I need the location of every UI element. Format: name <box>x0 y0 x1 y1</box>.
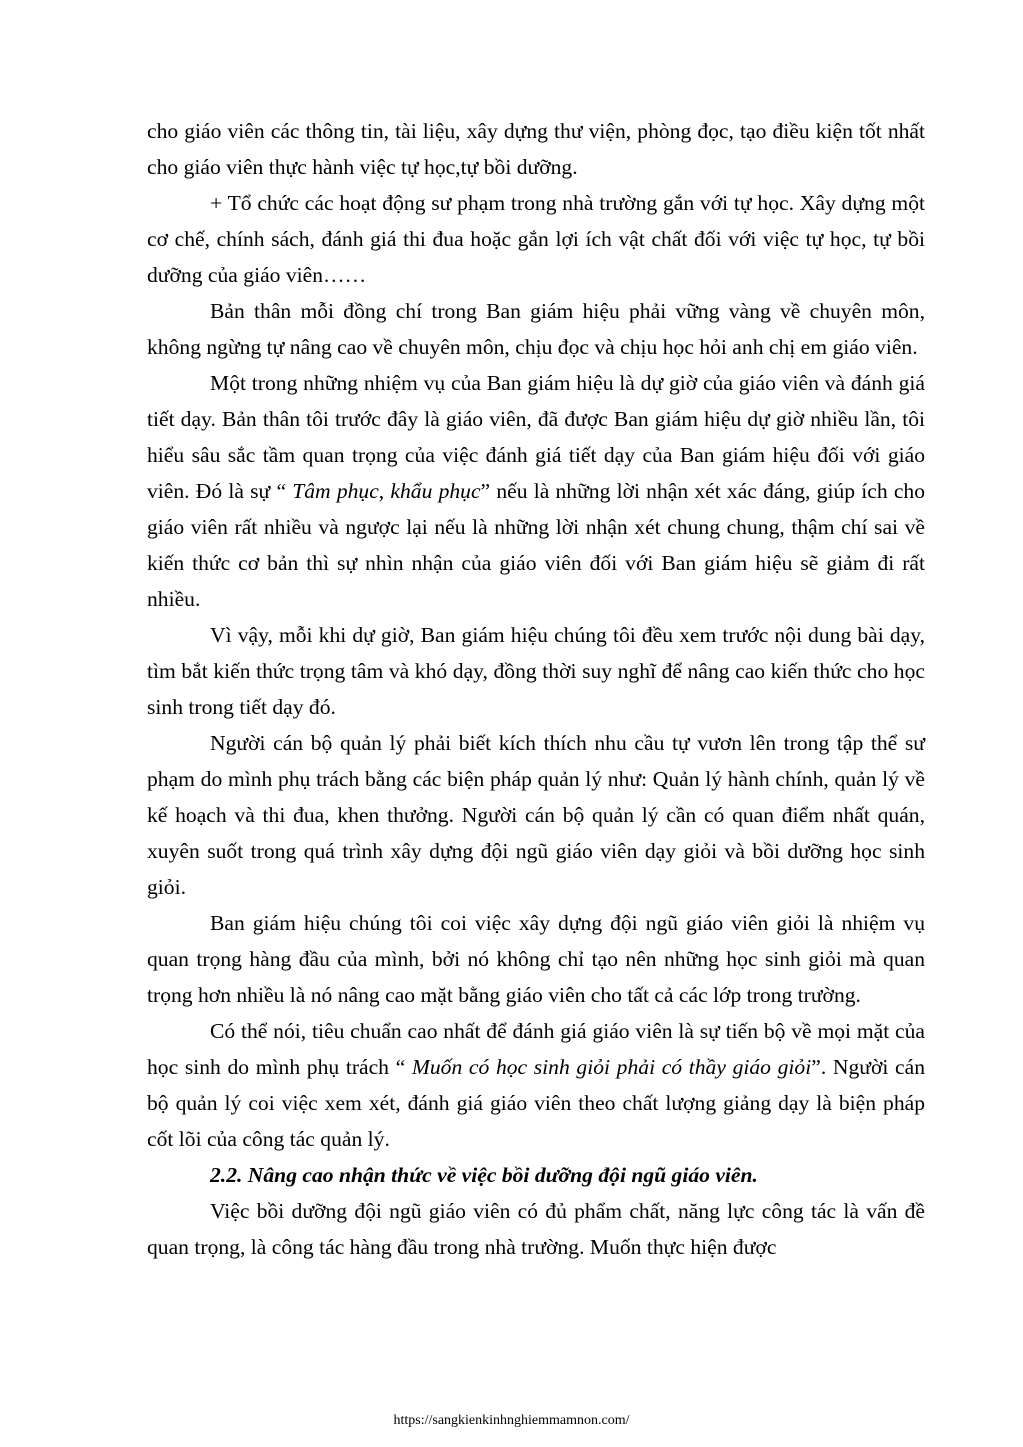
paragraph-text: Một trong những nhiệm vụ của Ban giám hiệu là dự giờ của giáo viên và đánh giá tiết dạy. Bản thân tôi trước đây là giáo viên, đã được Ban giám hiệu dự giờ nhiều lần, tôi hiểu sâu sắc tầm quan trọng của việc đánh giá tiết dạy của Ban giám hiệu đối với giáo viên. Đó là sự “ <box>147 371 925 503</box>
paragraph-teacher-training: Việc bồi dưỡng đội ngũ giáo viên có đủ phẩm chất, năng lực công tác là vấn đề quan trọng, là công tác hàng đầu trong nhà trường. Muốn thực hiện được <box>147 1199 925 1259</box>
paragraph-continuation: cho giáo viên các thông tin, tài liệu, xây dựng thư viện, phòng đọc, tạo điều kiện tốt nhất cho giáo viên thực hành việc tự học,tự bồi dưỡng. <box>147 119 925 179</box>
paragraph-organize-activities: + Tổ chức các hoạt động sư phạm trong nhà trường gắn với tự học. Xây dựng một cơ chế, chính sách, đánh giá thi đua hoặc gắn lợi ích vật chất đối với việc tự học, tự bồi dưỡng của giáo viên…… <box>147 191 925 287</box>
italic-quote: Muốn có học sinh giỏi phải có thầy giáo giỏi <box>411 1055 812 1079</box>
section-heading: 2.2. Nâng cao nhận thức về việc bồi dưỡng đội ngũ giáo viên. <box>210 1163 758 1187</box>
paragraph-evaluation-standard <box>147 1013 925 1157</box>
italic-quote: Tâm phục, khẩu phục <box>292 479 481 503</box>
paragraph-preparation: Vì vậy, mỗi khi dự giờ, Ban giám hiệu chúng tôi đều xem trước nội dung bài dạy, tìm bắt kiến thức trọng tâm và khó dạy, đồng thời suy nghĩ để nâng cao kiến thức cho học sinh trong tiết dạy đó. <box>147 623 925 719</box>
footer-url: https://sangkienkinhnghiemmamnon.com/ <box>393 1413 630 1428</box>
paragraph-manager-motivation: Người cán bộ quản lý phải biết kích thích nhu cầu tự vươn lên trong tập thể sư phạm do mình phụ trách bằng các biện pháp quản lý như: Quản lý hành chính, quản lý về kế hoạch và thi đua, khen thưởng. Người cán bộ quản lý cần có quan điểm nhất quán, xuyên suốt trong quá trình xây dựng đội ngũ giáo viên dạy giỏi và bồi dưỡng học sinh giỏi. <box>147 731 925 899</box>
document-body <box>147 113 925 1265</box>
paragraph-text: ” nếu là những lời nhận xét xác đáng, giúp ích cho giáo viên rất nhiều và ngược lại nếu là những lời nhận xét chung chung, thậm chí sai về kiến thức cơ bản thì sự nhìn nhận của giáo viên đối với Ban giám hiệu sẽ giảm đi rất nhiều. <box>147 479 925 611</box>
paragraph-good-teachers: Ban giám hiệu chúng tôi coi việc xây dựng đội ngũ giáo viên giỏi là nhiệm vụ quan trọng hàng đầu của mình, bởi nó không chỉ tạo nên những học sinh giỏi mà quan trọng hơn nhiều là nó nâng cao mặt bằng giáo viên cho tất cả các lớp trong trường. <box>147 911 925 1007</box>
paragraph-text: Có thể nói, tiêu chuẩn cao nhất để đánh giá giáo viên là sự tiến bộ về mọi mặt của học sinh do mình phụ trách “ <box>147 1019 925 1079</box>
paragraph-board-members: Bản thân mỗi đồng chí trong Ban giám hiệu phải vững vàng về chuyên môn, không ngừng tự nâng cao về chuyên môn, chịu đọc và chịu học hỏi anh chị em giáo viên. <box>147 299 925 359</box>
paragraph-text: ”. Người cán bộ quản lý coi việc xem xét, đánh giá giáo viên theo chất lượng giảng dạy là biện pháp cốt lõi của công tác quản lý. <box>147 1055 926 1151</box>
paragraph-lesson-observation <box>147 365 925 617</box>
